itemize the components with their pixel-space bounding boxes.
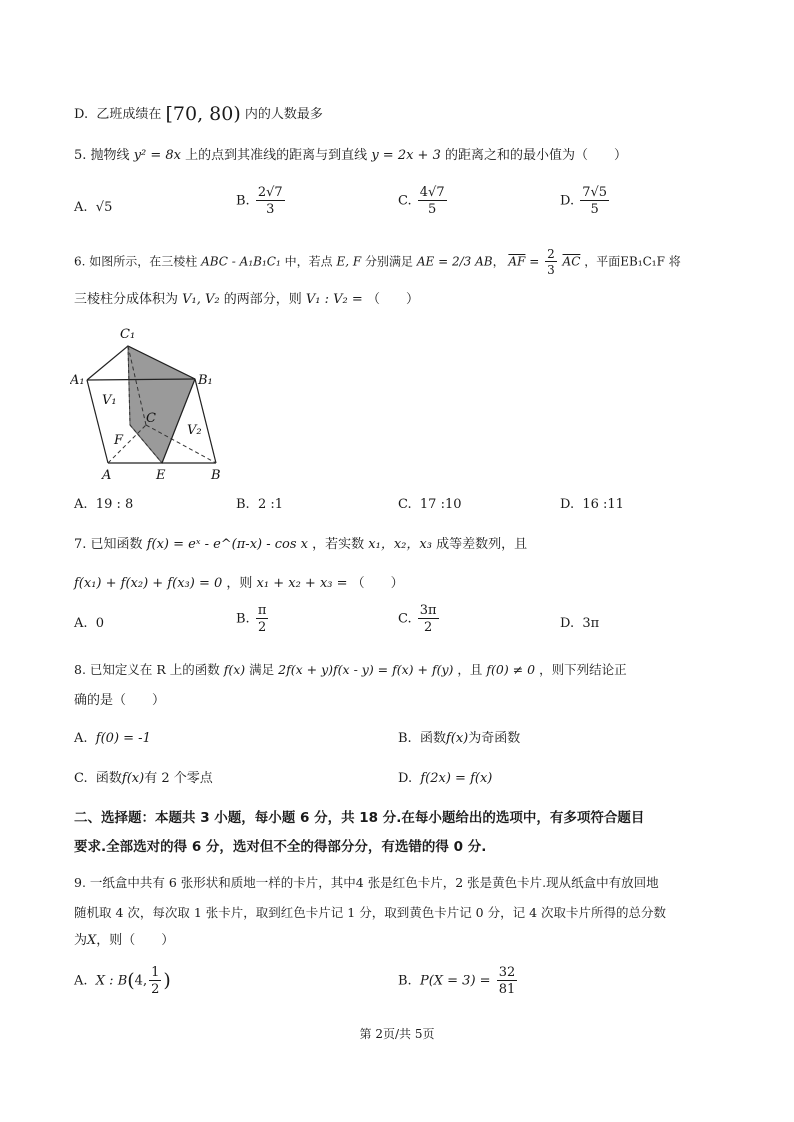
label-e: E bbox=[156, 468, 166, 482]
label-c1: C₁ bbox=[120, 327, 136, 342]
q5-option-d: D. $\frac{7√5}{5}$ bbox=[560, 185, 608, 217]
q4-option-d: D. 乙班成绩在 [70, 80) 内的人数最多 bbox=[74, 103, 323, 125]
label-a1: A₁ bbox=[70, 373, 85, 388]
page-footer: 第 2页/共 5页 bbox=[359, 1027, 435, 1041]
q6-option-a: A. 19 : 8 bbox=[74, 497, 134, 512]
label-v2: V₂ bbox=[187, 423, 202, 438]
q7-stem-line2: f(x₁) + f(x₂) + f(x₃) = 0 ，则 x₁ + x₂ + x₃ = （ ） bbox=[74, 576, 404, 591]
q6-option-b: B. 2 :1 bbox=[236, 497, 284, 512]
label-b1: B₁ bbox=[198, 373, 213, 388]
fraction: $\frac{7√5}{5}$ bbox=[582, 185, 608, 217]
q6-option-d: D. 16 :11 bbox=[560, 497, 624, 512]
q7-option-d: D. 3π bbox=[560, 616, 600, 631]
q8-option-a: A. f(0) = -1 bbox=[74, 731, 151, 746]
fraction: $\frac{1}{2}$ bbox=[151, 965, 160, 997]
q5-stem: 5. 抛物线 y² = 8x 上的点到其准线的距离与到直线 y = 2x + 3 的距离之和的最小值为（ ） bbox=[74, 148, 628, 163]
q7-option-b: B. $\frac{\pi}{2}$ bbox=[236, 603, 267, 635]
q5-option-c: C. $\frac{4√7}{5}$ bbox=[398, 185, 445, 217]
q8-option-c: C. 函数f(x)有 2 个零点 bbox=[74, 771, 213, 786]
q6-option-c: C. 17 :10 bbox=[398, 497, 462, 512]
q9-stem-line1: 9. 一纸盒中共有 6 张形状和质地一样的卡片，其中4 张是红色卡片，2 张是黄色卡片.现从纸盒中有放回地 bbox=[74, 875, 659, 890]
label-v1: V₁ bbox=[102, 393, 117, 408]
q5-option-a: A. √5 bbox=[74, 200, 113, 215]
q8-option-d: D. f(2x) = f(x) bbox=[398, 771, 493, 786]
label-c: C bbox=[146, 411, 156, 426]
q8-stem-line2: 确的是（ ） bbox=[74, 693, 166, 708]
prism-figure bbox=[70, 322, 230, 482]
q9-option-a: A. X : B(4, $\frac{1}{2}$ ) bbox=[74, 965, 171, 997]
q9-stem-line3: 为X，则（ ） bbox=[74, 933, 175, 948]
section2-heading-line2: 要求.全部选对的得 6 分，选对但不全的得部分分，有选错的得 0 分. bbox=[74, 839, 487, 855]
q8-stem-line1: 8. 已知定义在 R 上的函数 f(x) 满足 2f(x + y)f(x - y) = f(x) + f(y) ，且 f(0) ≠ 0 ，则下列结论正 bbox=[74, 662, 627, 677]
label-a: A bbox=[102, 468, 112, 482]
edge-a1c1 bbox=[87, 346, 128, 380]
edge-b1b bbox=[195, 379, 216, 463]
label-b: B bbox=[211, 468, 221, 482]
fraction: $\frac{32}{81}$ bbox=[498, 965, 516, 997]
fraction: $\frac{4√7}{5}$ bbox=[419, 185, 445, 217]
fraction: $\frac{2√7}{3}$ bbox=[257, 185, 283, 217]
fraction: $\frac{2}{3}$ bbox=[547, 247, 555, 277]
q9-option-b: B. P(X = 3) = $\frac{32}{81}$ bbox=[398, 965, 516, 997]
q6-stem-line1: 6. 如图所示，在三棱柱 ABC - A₁B₁C₁ 中，若点 E, F 分别满足 AE = 2/3 AB， $\overline{AF}$ = $\frac{2}{3}$ $\overline{AC}$ ，平面EB₁C₁F 将 bbox=[74, 247, 681, 277]
q7-option-a: A. 0 bbox=[74, 616, 105, 631]
q9-stem-line2: 随机取 4 次，每次取 1 张卡片，取到红色卡片记 1 分，取到黄色卡片记 0 分，记 4 次取卡片所得的总分数 bbox=[74, 905, 667, 920]
q5-option-b: B. $\frac{2√7}{3}$ bbox=[236, 185, 283, 217]
label-f: F bbox=[114, 433, 124, 448]
q7-option-c: C. $\frac{3\pi}{2}$ bbox=[398, 603, 437, 635]
fraction: $\frac{3\pi}{2}$ bbox=[419, 603, 437, 635]
fraction: $\frac{\pi}{2}$ bbox=[257, 603, 267, 635]
q6-stem-line2: 三棱柱分成体积为 V₁, V₂ 的两部分，则 V₁ : V₂ = （ ） bbox=[74, 292, 419, 307]
q7-stem-line1: 7. 已知函数 f(x) = eˣ - e^(π-x) - cos x ，若实数 x₁，x₂，x₃ 成等差数列，且 bbox=[74, 537, 528, 552]
section2-heading-line1: 二、选择题：本题共 3 小题，每小题 6 分，共 18 分.在每小题给出的选项中，有多项符合题目 bbox=[74, 810, 645, 826]
q8-option-b: B. 函数f(x)为奇函数 bbox=[398, 731, 521, 746]
